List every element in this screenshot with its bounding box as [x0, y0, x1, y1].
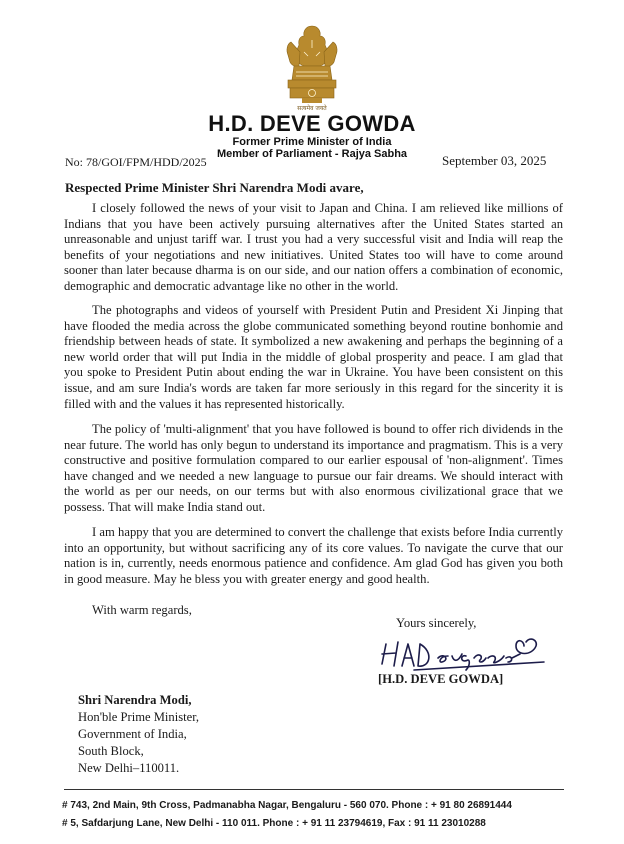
handwritten-signature	[374, 626, 559, 676]
footer-divider	[64, 789, 564, 790]
body-paragraph-2: The photographs and videos of yourself with President Putin and President Xi Jinping that have flooded the media across the globe communicated something beyond routine bonhomie and friendship between heads of state. It symbolized a new awakening and perhaps the beginning of a new world order that will put India in the middle of global prosperity and peace. I am glad that you spoke to President Putin about ending the war in Ukraine. You have been consistent on this issue, and am sure India's words are taken far more seriously in this regard for the sincerity it is filled with and the values it has represented historically.	[64, 303, 563, 411]
addressee-line: South Block,	[78, 744, 144, 758]
body-paragraph-1: I closely followed the news of your visit to Japan and China. I am relieved like millions of Indians that you have been actively pursuing alternatives after the United States started an unreasonable and unjust tariff war. I trust you had a very successful visit and India will reap the benefits of your negotiations and new initiatives. United States too will have to come around sooner than later because dharma is on our side, and our nation offers a combination of economic, demographic and democratic advantage like no other in the world.	[64, 201, 563, 293]
addressee-line: Government of India,	[78, 727, 187, 741]
addressee-name: Shri Narendra Modi,	[78, 693, 192, 707]
state-emblem-icon	[282, 22, 342, 110]
yours-sincerely: Yours sincerely,	[396, 616, 477, 630]
closing-remark: With warm regards,	[92, 603, 192, 617]
addressee-line: New Delhi–110011.	[78, 761, 180, 775]
addressee-line: Hon'ble Prime Minister,	[78, 710, 200, 724]
reference-number: No: 78/GOI/FPM/HDD/2025	[65, 155, 207, 169]
footer-address-bengaluru: # 743, 2nd Main, 9th Cross, Padmanabha Nagar, Bengaluru - 560 070. Phone : + 91 80 26891444	[62, 800, 512, 811]
salutation: Respected Prime Minister Shri Narendra Modi avare,	[65, 180, 364, 195]
addressee-block	[78, 692, 199, 777]
footer-address-delhi: # 5, Safdarjung Lane, New Delhi - 110 011. Phone : + 91 11 23794619, Fax : 91 11 23010288	[62, 818, 486, 829]
emblem-motto: सत्यमेव जयते	[297, 105, 327, 112]
body-paragraph-4: I am happy that you are determined to convert the challenge that exists before India currently into an opportunity, but without sacrificing any of its core values. To navigate the curve that our nation is in, currently, needs enormous patience and confidence. Am glad God has given you both in good measure. May he bless you with greater energy and good health.	[64, 525, 563, 586]
signer-name: [H.D. DEVE GOWDA]	[378, 672, 504, 686]
letter-date: September 03, 2025	[442, 153, 547, 168]
body-paragraph-3: The policy of 'multi-alignment' that you have followed is bound to offer rich dividends in the near future. The world has only begun to understand its importance and pragmatism. This is a very constructive and positive formulation compared to our earlier espousal of 'non-alignment'. Times have changed and we needed a new language to pursue our fair dreams. We should interact with the world as per our needs, on our terms but with also enormous civilizational grace that we possess. That will make India stand out.	[64, 422, 563, 514]
letterhead-title-2: Member of Parliament - Rajya Sabha	[216, 148, 408, 160]
letterhead-name: H.D. DEVE GOWDA	[208, 111, 416, 136]
letterhead-title-1: Former Prime Minister of India	[232, 136, 392, 148]
